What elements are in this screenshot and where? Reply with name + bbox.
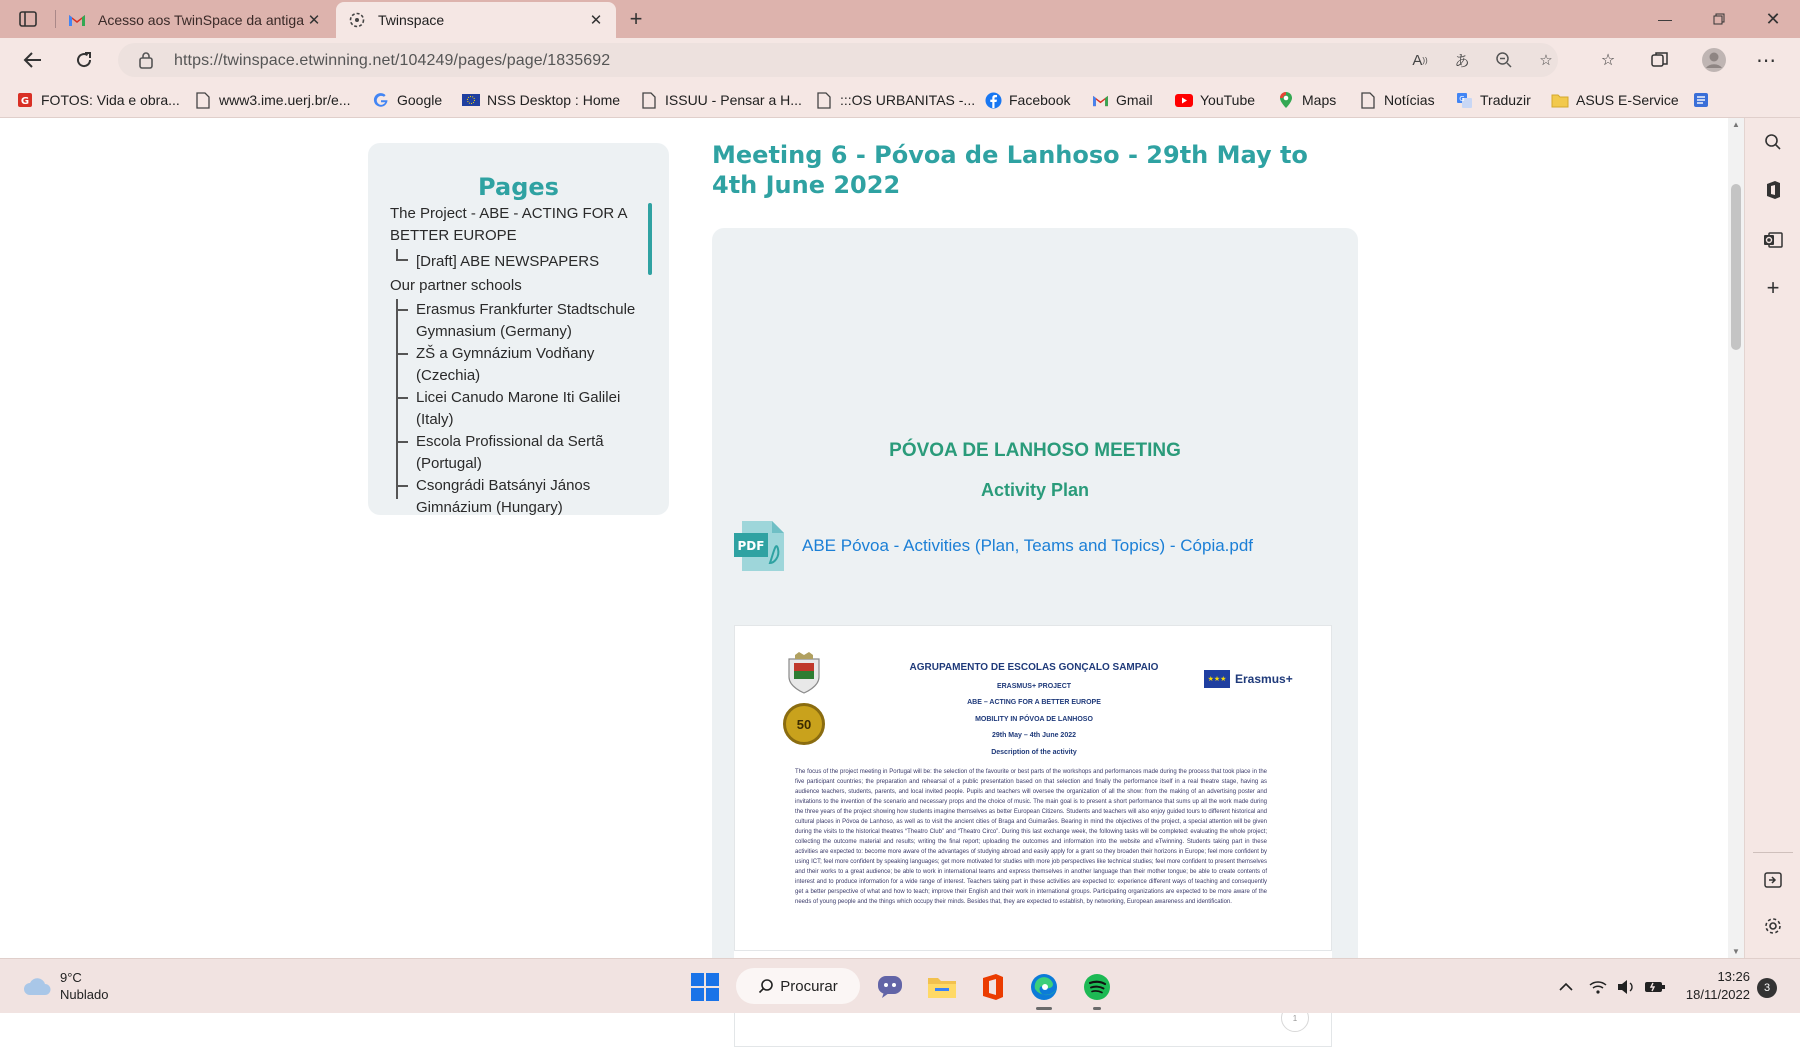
hide-sidebar-icon[interactable] xyxy=(1759,866,1787,894)
svg-text:G: G xyxy=(1458,94,1465,103)
file-explorer-icon[interactable] xyxy=(925,970,959,1004)
bookmark-label: :::OS URBANITAS -... xyxy=(840,92,976,108)
sidebar-item-canudo[interactable]: Licei Canudo Marone Iti Galilei (Italy) xyxy=(416,389,621,428)
bookmark-asus-eservice[interactable] xyxy=(1551,90,1679,110)
bookmark-label: NSS Desktop : Home xyxy=(487,92,621,108)
bookmark-facebook[interactable] xyxy=(984,90,1070,110)
close-icon[interactable]: ✕ xyxy=(307,12,321,29)
meeting-heading: PÓVOA DE LANHOSO MEETING xyxy=(889,440,1181,461)
page-icon xyxy=(640,91,658,109)
pdf-link[interactable]: ABE Póvoa - Activities (Plan, Teams and Topics) - Cópia.pdf xyxy=(802,536,1254,555)
bookmark-noticias[interactable] xyxy=(1359,90,1435,110)
tab-gmail[interactable] xyxy=(56,2,334,38)
bookmark-label: FOTOS: Vida e obra... xyxy=(41,92,180,108)
search-icon xyxy=(758,978,774,994)
browser-toolbar xyxy=(0,38,1800,82)
back-icon[interactable] xyxy=(18,46,48,74)
google-icon xyxy=(372,91,390,109)
bookmark-label: Facebook xyxy=(1009,92,1071,108)
search-label: Procurar xyxy=(780,977,838,995)
tree-connector xyxy=(396,343,408,355)
activity-heading: Activity Plan xyxy=(980,480,1090,500)
system-clock[interactable] xyxy=(1682,968,1750,1004)
tree-connector xyxy=(396,249,408,261)
eu-flag-icon xyxy=(462,91,480,109)
sidebar-item-label: Csongrádi Batsányi János xyxy=(416,477,591,494)
collections-icon[interactable] xyxy=(1646,47,1674,73)
zoom-out-icon[interactable] xyxy=(1492,49,1516,71)
read-aloud-icon[interactable]: A )) xyxy=(1412,51,1428,69)
edge-sidebar xyxy=(1744,118,1800,958)
bookmark-label: Maps xyxy=(1302,92,1337,108)
pages-sidebar xyxy=(368,143,669,515)
tree-connector xyxy=(396,431,408,443)
sidebar-item-partner-schools[interactable]: Our partner schools xyxy=(390,277,522,294)
eu-flag-icon: ★★★ xyxy=(1204,670,1230,688)
bookmark-fotos[interactable] xyxy=(16,90,180,110)
active-indicator xyxy=(1036,1007,1052,1010)
bookmark-label: ASUS E-Service xyxy=(1576,92,1679,108)
content-card xyxy=(712,228,1358,1023)
weather-widget[interactable] xyxy=(22,969,108,1003)
weather-description: Nublado xyxy=(60,987,109,1002)
tab-actions-icon[interactable] xyxy=(12,8,44,30)
minimize-icon[interactable]: — xyxy=(1658,11,1672,27)
sidebar-item-abe-newspapers[interactable]: [Draft] ABE NEWSPAPERS xyxy=(416,253,600,270)
doc-project: ABE – ACTING FOR A BETTER EUROPE xyxy=(967,699,1101,706)
anniversary-badge: 50 xyxy=(783,703,825,745)
windows-start-icon[interactable] xyxy=(690,972,720,1002)
bookmark-google[interactable] xyxy=(372,90,442,110)
doc-page-number: 1 xyxy=(1281,1004,1309,1032)
page-icon xyxy=(194,91,212,109)
battery-icon[interactable] xyxy=(1645,977,1665,997)
window-close-icon[interactable]: ✕ xyxy=(1765,8,1781,29)
wifi-icon[interactable] xyxy=(1588,977,1608,997)
weather-temperature: 9°C xyxy=(60,970,82,985)
bookmark-os-urbanitas[interactable] xyxy=(815,90,975,110)
scrollbar-thumb[interactable] xyxy=(1731,184,1741,350)
page-icon xyxy=(815,91,833,109)
more-options-icon[interactable]: ⋯ xyxy=(1756,49,1776,72)
windows-taskbar xyxy=(0,958,1800,1013)
bookmark-label: Gmail xyxy=(1116,92,1153,108)
bookmark-issuu[interactable] xyxy=(640,90,802,110)
page-scrollbar[interactable] xyxy=(1728,118,1744,958)
pdf-file-icon xyxy=(734,519,786,573)
doc-dates: 29th May – 4th June 2022 xyxy=(991,732,1077,739)
lock-icon[interactable] xyxy=(138,51,154,69)
tree-connector xyxy=(396,299,408,311)
doc-program: ERASMUS+ PROJECT xyxy=(996,683,1072,690)
doc-school-name: AGRUPAMENTO DE ESCOLAS GONÇALO SAMPAIO xyxy=(909,662,1159,673)
tab-title: Twinspace xyxy=(378,12,445,28)
bookmark-gmail[interactable] xyxy=(1091,90,1153,110)
sidebar-item-label: Gimnázium (Hungary) xyxy=(416,499,563,516)
tab-title: Acesso aos TwinSpace da antiga xyxy=(98,12,304,28)
tab-twinspace[interactable] xyxy=(336,2,616,38)
taskbar-search-button[interactable] xyxy=(736,968,860,1004)
clock-time: 13:26 xyxy=(1717,969,1750,984)
tree-connector xyxy=(396,387,408,399)
translate-page-icon[interactable]: あ xyxy=(1454,52,1470,70)
sidebar-item-frankfurt[interactable]: Erasmus Frankfurter Stadtschule Gymnasium (Germany) xyxy=(416,301,636,340)
doc-mobility: MOBILITY IN PÓVOA DE LANHOSO xyxy=(975,716,1093,723)
add-sidebar-app-icon[interactable]: + xyxy=(1766,275,1780,300)
bookmark-youtube[interactable] xyxy=(1175,90,1255,110)
clock-date: 18/11/2022 xyxy=(1685,987,1750,1002)
bookmark-label: www3.ime.uerj.br/e... xyxy=(219,92,351,108)
bookmark-maps[interactable] xyxy=(1277,90,1336,110)
url-text[interactable]: https://twinspace.etwinning.net/104249/pages/page/1835692 xyxy=(174,52,611,69)
tab-strip xyxy=(0,0,1800,38)
pages-title: Pages xyxy=(478,173,559,201)
bookmark-label: Notícias xyxy=(1384,92,1435,108)
pages-scrollbar[interactable] xyxy=(648,203,652,275)
maps-icon xyxy=(1277,91,1295,109)
tree-connector xyxy=(396,475,408,487)
sidebar-divider xyxy=(1753,852,1793,853)
youtube-icon xyxy=(1175,91,1193,109)
bookmark-nss-desktop[interactable] xyxy=(462,90,620,110)
pdf-attachment[interactable] xyxy=(734,518,1253,574)
gmail-icon xyxy=(68,11,86,29)
twinspace-icon xyxy=(348,11,366,29)
gmail-icon xyxy=(1091,91,1109,109)
reload-icon[interactable] xyxy=(69,46,99,74)
page-title: Meeting 6 - Póvoa de Lanhoso - 29th May to 4th June 2022 xyxy=(712,141,1308,199)
bookmark-label: YouTube xyxy=(1200,92,1256,108)
scroll-down-icon[interactable]: ▼ xyxy=(1732,947,1740,956)
translate-icon xyxy=(1455,91,1473,109)
doc-body-text: The focus of the project meeting in Portugal will be: the selection of the favourite or best parts of the workshops and performances made during the process that took place in the five participant countries; the preparation and rehearsal of a public presentation based on that selection and finally the performance itself in a real theatre stage, having as audience teachers, students, parents, and local invited people. Pupils and teachers will oversee the organization of all the show: from the making of an advertising poster and invitations to the invention of the scenario and necessary props and the choice of music. The main goal is to present a short performance that sums up all the work made during the three years of the project showing how students imagine themselves as better European Citizens. Students and teachers will also enjoy guided tours to different historical and cultural places in Póvoa de Lanhoso, as well as to visit the ancient cities of Braga and Guimarães. Bearing in mind the objectives of the project, a special attention will be given during the visits to the historical theatres “Theatro Club” and “Theatro Circo”. During this last exchange week, the following tasks will be completed: evaluating the whole project; collecting the outcome material and results; writing the final report; uploading the outcomes and information into the website and eTwinning. Students taking part in these activities are expected to: become more aware of the advantages of studying abroad and easily apply for a grant so they broaden their horizons in Europe; feel more confident by using ICT; feel more confident by speaking languages; get more motivated for studies with more job perspectives like technical studies; feel more confident to present themselves and their works to a great audience; be able to work in international teams and express themselves in another language than their mother tongue; be able to create contents of interest and to produce information for a wide range of interest. Teachers taking part in these activities are expected to: experience different ways of teaching and consequently get a better perspective of what and how to teach; improve their English and their work in international groups. Participating organizations are expected to be more aware of the needs of young people and the things which occupy their minds. Besides that, they are expected to establish, by networking, European awareness and identification. xyxy=(795,769,1267,905)
volume-icon[interactable] xyxy=(1616,977,1636,997)
page-icon xyxy=(1359,91,1377,109)
restore-icon[interactable] xyxy=(1692,0,1746,38)
sidebar-item-serta[interactable]: Escola Profissional da Sertã (Portugal) xyxy=(416,433,604,472)
svg-text:G: G xyxy=(20,96,30,107)
spotify-icon[interactable] xyxy=(1080,970,1114,1004)
sidebar-item-csongradi[interactable] xyxy=(416,475,640,519)
gmail-g-icon xyxy=(16,91,34,109)
notification-badge[interactable]: 3 xyxy=(1757,978,1777,998)
sidebar-item-vodnany[interactable]: ZŠ a Gymnázium Vodňany (Czechia) xyxy=(416,345,595,384)
search-icon[interactable] xyxy=(1759,128,1787,156)
address-bar[interactable] xyxy=(118,43,1558,77)
erasmus-label: Erasmus+ xyxy=(1235,672,1293,686)
folder-icon xyxy=(1551,91,1569,109)
outlook-icon[interactable] xyxy=(1759,226,1787,254)
running-indicator xyxy=(1093,1007,1101,1010)
reading-list-icon[interactable] xyxy=(1692,90,1717,110)
bookmark-label: Google xyxy=(397,92,443,108)
next-page-edge xyxy=(734,950,1332,958)
pdf-icon-label: PDF xyxy=(737,539,765,553)
settings-gear-icon[interactable] xyxy=(1759,912,1787,940)
sidebar-item-the-project[interactable]: The Project - ABE - ACTING FOR A BETTER EUROPE xyxy=(390,205,627,244)
close-icon[interactable]: ✕ xyxy=(589,12,603,29)
new-tab-button[interactable]: + xyxy=(629,6,643,31)
add-favorite-icon[interactable]: ☆ xyxy=(1539,52,1553,69)
edge-browser-icon[interactable] xyxy=(1027,970,1061,1004)
bookmark-ime-uerj[interactable] xyxy=(194,90,350,110)
cloud-icon xyxy=(22,975,52,997)
scroll-up-icon[interactable]: ▲ xyxy=(1732,120,1740,129)
bookmark-label: ISSUU - Pensar a H... xyxy=(665,92,802,108)
bookmarks-bar xyxy=(0,82,1800,118)
doc-section: Description of the activity xyxy=(991,749,1077,756)
facebook-icon xyxy=(984,91,1002,109)
bookmark-label: Traduzir xyxy=(1480,92,1531,108)
profile-avatar-icon[interactable] xyxy=(1700,47,1728,73)
favorites-icon[interactable]: ☆ xyxy=(1600,52,1616,69)
tree-connector xyxy=(396,299,408,499)
chevron-up-icon[interactable] xyxy=(1556,977,1576,997)
office-icon[interactable] xyxy=(1759,176,1787,204)
bookmark-traduzir[interactable] xyxy=(1455,90,1531,110)
teams-chat-icon[interactable] xyxy=(873,970,907,1004)
office-app-icon[interactable] xyxy=(976,970,1010,1004)
